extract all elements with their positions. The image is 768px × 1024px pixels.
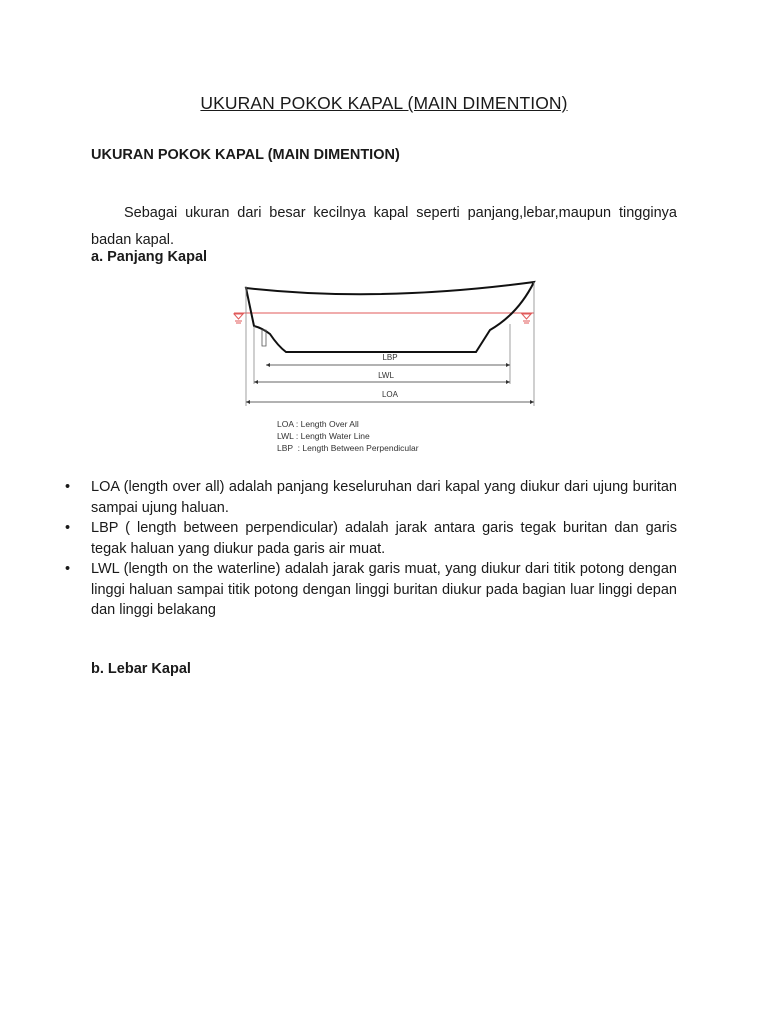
list-item-loa bbox=[62, 477, 677, 518]
definition-list bbox=[62, 477, 677, 621]
section-heading: UKURAN POKOK KAPAL (MAIN DIMENTION) bbox=[91, 147, 400, 163]
legend-loa: LOA : Length Over All bbox=[277, 419, 359, 429]
list-item-lbp bbox=[62, 518, 677, 559]
loa-label: LOA bbox=[381, 390, 399, 399]
bullet-icon: • bbox=[65, 479, 71, 495]
ship-length-svg bbox=[228, 278, 548, 460]
rudder bbox=[262, 330, 266, 346]
list-item-text: LOA (length over all) adalah panjang keseluruhan dari kapal yang diukur dari ujung buritan sampai ujung haluan. bbox=[91, 479, 677, 516]
lbp-label: LBP bbox=[382, 353, 398, 362]
page-title: UKURAN POKOK KAPAL (MAIN DIMENTION) bbox=[200, 93, 568, 113]
waterline-marker-aft bbox=[234, 314, 243, 323]
section-b-heading: b. Lebar Kapal bbox=[91, 661, 191, 677]
list-item-lwl bbox=[62, 559, 677, 621]
legend-lwl: LWL : Length Water Line bbox=[277, 431, 370, 441]
ship-hull bbox=[246, 282, 534, 352]
waterline-marker-fore bbox=[522, 314, 531, 323]
ship-length-diagram bbox=[228, 278, 548, 460]
intro-paragraph: Sebagai ukuran dari besar kecilnya kapal seperti panjang,lebar,maupun tingginya badan kapal. bbox=[91, 205, 677, 248]
list-item-text: LWL (length on the waterline) adalah jarak garis muat, yang diukur dari titik potong dengan linggi haluan sampai titik potong dengan linggi buritan diukur pada bagian luar linggi depan dan linggi belakang bbox=[91, 561, 677, 618]
lwl-label: LWL bbox=[378, 371, 394, 380]
list-item-text: LBP ( length between perpendicular) adalah jarak antara garis tegak buritan dan garis tegak haluan yang diukur pada garis air muat. bbox=[91, 520, 677, 557]
section-a-heading: a. Panjang Kapal bbox=[91, 249, 208, 265]
bullet-icon: • bbox=[65, 520, 71, 536]
legend-lbp: LBP : Length Between Perpendicular bbox=[277, 443, 419, 453]
bullet-icon: • bbox=[65, 561, 71, 577]
